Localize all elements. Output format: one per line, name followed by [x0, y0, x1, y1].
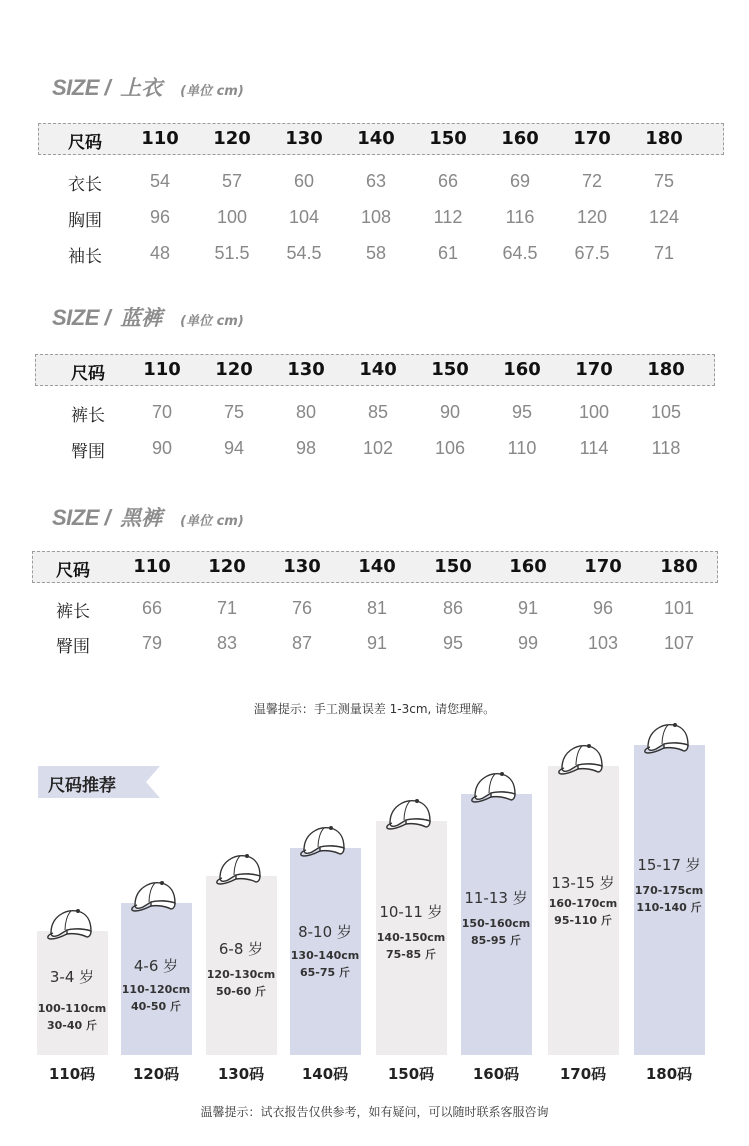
header-size: 160: [501, 128, 539, 149]
weight-range: 30-40 斤: [46, 1019, 98, 1032]
measurement-value: 75: [653, 171, 675, 191]
measurement-value: 79: [141, 633, 163, 653]
measurement-value: 90: [439, 402, 461, 422]
age-range: 11-13 岁: [464, 889, 528, 907]
measurement-value: 103: [587, 633, 619, 653]
header-size: 130: [285, 128, 323, 149]
header-size: 140: [358, 556, 396, 577]
row-label: 臀围: [56, 637, 90, 657]
weight-range: 75-85 斤: [385, 948, 437, 961]
size-code-label: 150码: [387, 1065, 435, 1083]
body-spec: [462, 915, 530, 949]
measurement-value: 81: [366, 598, 388, 618]
measurement-value: 70: [151, 402, 173, 422]
header-label: 尺码: [56, 561, 90, 581]
weight-range: 95-110 斤: [554, 914, 612, 927]
body-spec: [635, 882, 703, 916]
measurement-value: 114: [579, 438, 609, 458]
age-range: 13-15 岁: [551, 874, 615, 892]
measurement-value: 63: [365, 171, 387, 191]
measurement-value: 87: [291, 633, 313, 653]
measurement-value: 95: [511, 402, 533, 422]
measurement-value: 51.5: [214, 243, 250, 263]
size-code-label: 170码: [559, 1065, 607, 1083]
weight-range: 40-50 斤: [130, 1000, 182, 1013]
body-spec: [291, 947, 359, 981]
height-range: 110-120cm: [121, 983, 191, 996]
measurement-value: 107: [663, 633, 695, 653]
row-label: 胸围: [68, 211, 102, 231]
measurement-value: 67.5: [574, 243, 610, 263]
size-label: SIZE /: [52, 305, 111, 330]
measurement-value: 72: [581, 171, 603, 191]
baseball-cap-icon: [45, 905, 95, 943]
measurement-value: 76: [291, 598, 313, 618]
measurement-value: 57: [221, 171, 243, 191]
section-title-0: [52, 73, 244, 103]
weight-range: 110-140 斤: [636, 901, 702, 914]
weight-range: 50-60 斤: [215, 985, 267, 998]
measurement-value: 112: [433, 207, 463, 227]
measurement-value: 91: [366, 633, 388, 653]
measurement-value: 66: [437, 171, 459, 191]
measurement-value: 96: [592, 598, 614, 618]
measurement-value: 90: [151, 438, 173, 458]
height-range: 100-110cm: [37, 1002, 107, 1015]
row-label: 袖长: [68, 247, 102, 267]
header-size: 140: [359, 359, 397, 380]
baseball-cap-icon: [469, 768, 519, 806]
measurement-value: 54: [149, 171, 171, 191]
header-label: 尺码: [68, 133, 102, 153]
header-size: 150: [431, 359, 469, 380]
baseball-cap-icon: [298, 822, 348, 860]
measurement-value: 69: [509, 171, 531, 191]
size-label: SIZE /: [52, 505, 111, 530]
body-spec: [549, 895, 617, 929]
section-title-2: [52, 503, 244, 533]
age-range: 3-4 岁: [49, 968, 95, 986]
measurement-value: 61: [437, 243, 459, 263]
measurement-value: 71: [216, 598, 238, 618]
unit-label: (单位 cm): [180, 84, 244, 99]
header-size: 150: [429, 128, 467, 149]
size-code-label: 180码: [645, 1065, 693, 1083]
height-range: 130-140cm: [290, 949, 360, 962]
measurement-value: 118: [651, 438, 681, 458]
body-spec: [38, 1000, 106, 1034]
measurement-value: 98: [295, 438, 317, 458]
row-label: 裤长: [56, 602, 90, 622]
height-range: 150-160cm: [461, 917, 531, 930]
age-range: 8-10 岁: [298, 923, 352, 941]
unit-label: (单位 cm): [180, 514, 244, 529]
measurement-value: 95: [442, 633, 464, 653]
measurement-value: 86: [442, 598, 464, 618]
measurement-value: 124: [648, 207, 680, 227]
body-spec: [377, 929, 445, 963]
header-size: 120: [213, 128, 251, 149]
measurement-value: 48: [149, 243, 171, 263]
measurement-value: 108: [360, 207, 392, 227]
baseball-cap-icon: [642, 719, 692, 757]
header-size: 170: [584, 556, 622, 577]
row-label: 臀围: [71, 442, 105, 462]
header-size: 160: [509, 556, 547, 577]
header-size: 160: [503, 359, 541, 380]
header-size: 180: [645, 128, 683, 149]
measurement-value: 60: [293, 171, 315, 191]
header-size: 110: [141, 128, 179, 149]
measurement-value: 106: [434, 438, 466, 458]
height-range: 160-170cm: [548, 897, 618, 910]
header-size: 180: [660, 556, 698, 577]
baseball-cap-icon: [556, 740, 606, 778]
garment-name: 黑裤: [120, 506, 163, 530]
body-spec: [122, 981, 190, 1015]
measurement-value: 100: [578, 402, 610, 422]
age-range: 6-8 岁: [218, 940, 264, 958]
header-size: 130: [287, 359, 325, 380]
age-range: 4-6 岁: [133, 957, 179, 975]
size-code-label: 140码: [301, 1065, 349, 1083]
age-range: 15-17 岁: [637, 856, 701, 874]
garment-name: 蓝裤: [120, 306, 163, 330]
weight-range: 85-95 斤: [470, 934, 522, 947]
recommend-title: 尺码推荐: [48, 776, 116, 796]
header-size: 130: [283, 556, 321, 577]
measurement-value: 120: [576, 207, 608, 227]
age-range: 10-11 岁: [379, 903, 443, 921]
header-size: 110: [133, 556, 171, 577]
garment-name: 上衣: [120, 76, 163, 100]
height-range: 120-130cm: [206, 968, 276, 981]
height-range: 170-175cm: [634, 884, 704, 897]
size-code-label: 110码: [48, 1065, 96, 1083]
height-range: 140-150cm: [376, 931, 446, 944]
unit-label: (单位 cm): [180, 314, 244, 329]
size-code-label: 120码: [132, 1065, 180, 1083]
size-column: [37, 931, 108, 1055]
header-size: 110: [143, 359, 181, 380]
baseball-cap-icon: [129, 877, 179, 915]
measurement-value: 105: [650, 402, 682, 422]
measurement-value: 94: [223, 438, 245, 458]
measurement-value: 75: [223, 402, 245, 422]
measurement-value: 66: [141, 598, 163, 618]
measurement-value: 80: [295, 402, 317, 422]
row-label: 裤长: [71, 406, 105, 426]
measurement-value: 58: [365, 243, 387, 263]
measurement-value: 64.5: [502, 243, 538, 263]
measurement-tip: 温馨提示：手工测量误差 1-3cm, 请您理解。: [253, 702, 496, 716]
section-title-1: [52, 303, 244, 333]
baseball-cap-icon: [214, 850, 264, 888]
weight-range: 65-75 斤: [299, 966, 351, 979]
baseball-cap-icon: [384, 795, 434, 833]
measurement-value: 99: [517, 633, 539, 653]
measurement-value: 100: [216, 207, 248, 227]
header-size: 140: [357, 128, 395, 149]
header-label: 尺码: [71, 364, 105, 384]
header-size: 170: [575, 359, 613, 380]
header-size: 180: [647, 359, 685, 380]
measurement-value: 104: [288, 207, 320, 227]
measurement-value: 83: [216, 633, 238, 653]
measurement-value: 110: [507, 438, 537, 458]
size-code-label: 130码: [217, 1065, 265, 1083]
reference-tip: 温馨提示：试衣报告仅供参考，如有疑问，可以随时联系客服咨询: [200, 1105, 549, 1119]
measurement-value: 54.5: [286, 243, 322, 263]
row-label: 衣长: [68, 175, 102, 195]
measurement-value: 102: [362, 438, 394, 458]
header-size: 170: [573, 128, 611, 149]
measurement-value: 101: [663, 598, 695, 618]
measurement-value: 85: [367, 402, 389, 422]
size-code-label: 160码: [472, 1065, 520, 1083]
measurement-value: 71: [653, 243, 675, 263]
size-column: [121, 903, 192, 1055]
size-label: SIZE /: [52, 75, 111, 100]
measurement-value: 91: [517, 598, 539, 618]
measurement-value: 96: [149, 207, 171, 227]
header-size: 120: [215, 359, 253, 380]
header-size: 120: [208, 556, 246, 577]
measurement-value: 116: [505, 207, 535, 227]
header-size: 150: [434, 556, 472, 577]
body-spec: [207, 966, 275, 1000]
